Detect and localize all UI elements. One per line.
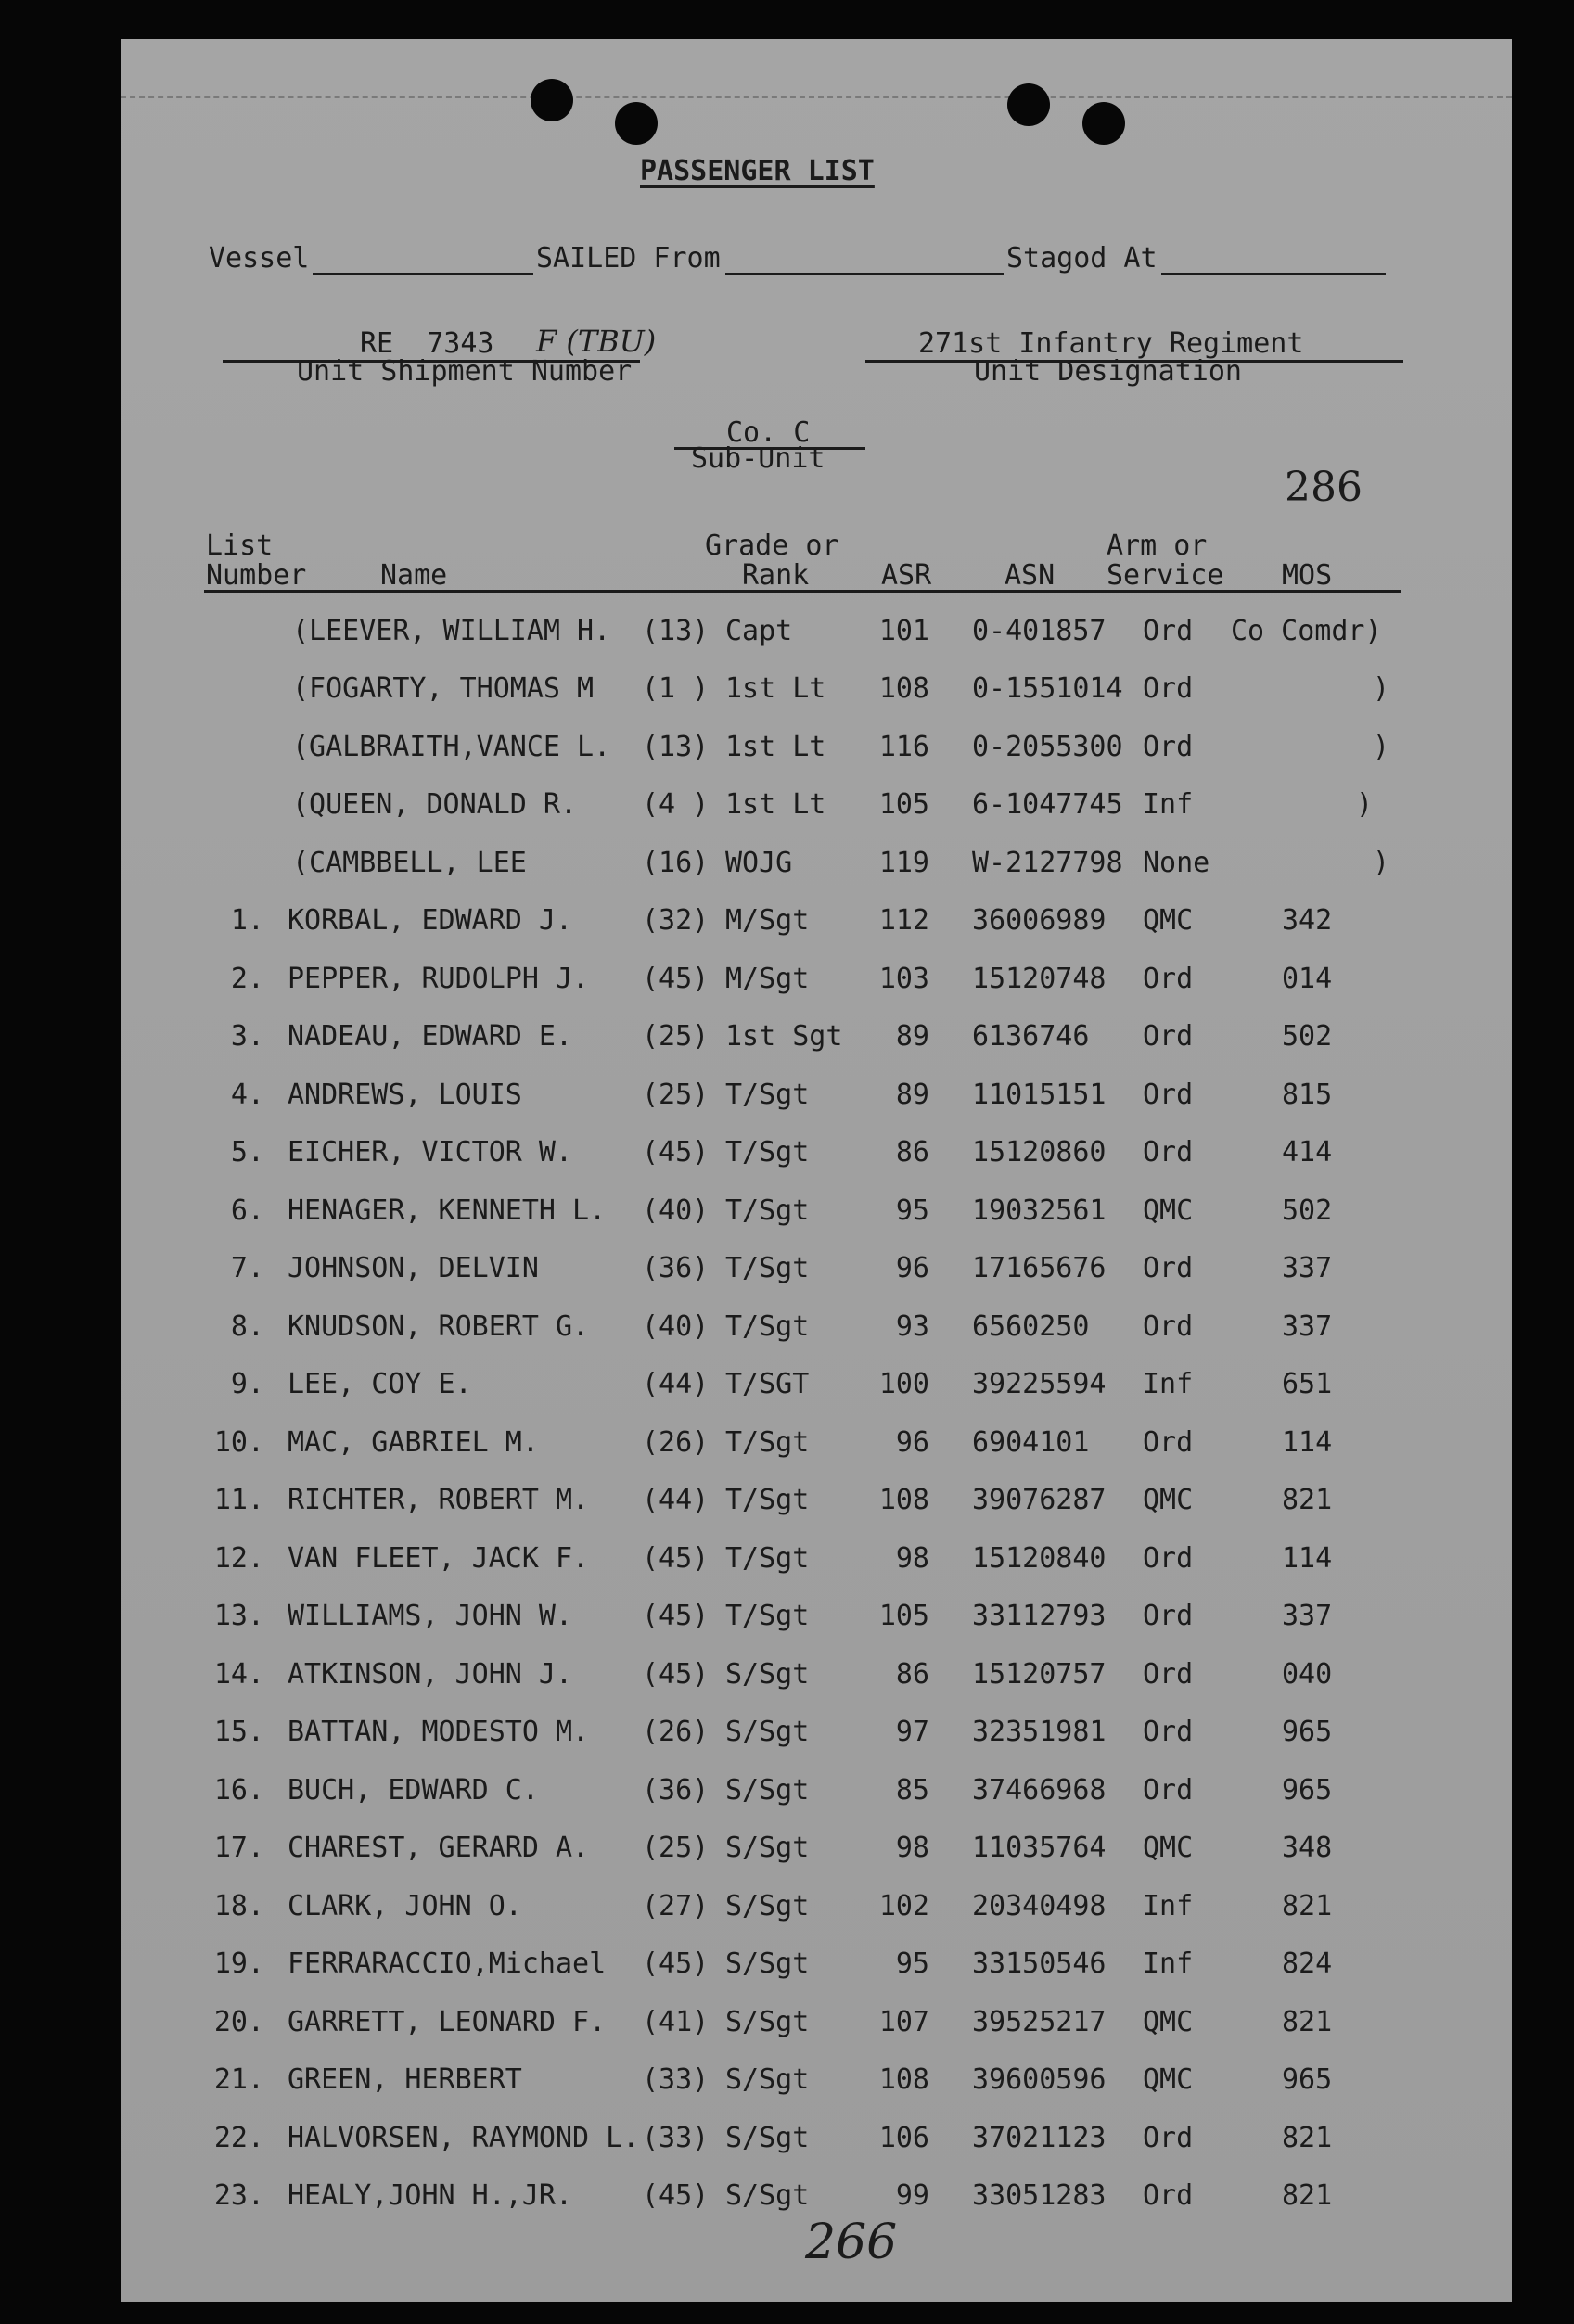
- cell-asr: 102: [878, 1889, 929, 1922]
- cell-mos: 824: [1282, 1947, 1333, 1980]
- cell-arm: Ord: [1143, 1020, 1194, 1053]
- cell-name: CHAREST, GERARD A.: [288, 1832, 590, 1864]
- cell-code: (40): [642, 1194, 710, 1227]
- cell-mos: 502: [1282, 1194, 1333, 1227]
- table-row: [121, 2005, 1512, 2046]
- col-grade-line1: Grade or: [705, 530, 839, 562]
- cell-name: BATTAN, MODESTO M.: [288, 1716, 590, 1748]
- cell-arm: Inf: [1143, 788, 1194, 822]
- cell-rank: T/SGT: [725, 1368, 810, 1400]
- cell-rank: T/Sgt: [725, 1600, 810, 1632]
- cell-asn: 20340498: [972, 1889, 1107, 1922]
- cell-asn: 39225594: [972, 1368, 1107, 1400]
- cell-code: (25): [642, 1078, 710, 1111]
- cell-mos: 114: [1282, 1541, 1333, 1575]
- cell-mos: 815: [1282, 1078, 1333, 1111]
- cell-asr: 98: [895, 1541, 929, 1575]
- cell-num: 15.: [213, 1716, 264, 1748]
- cell-num: 16.: [213, 1773, 264, 1807]
- cell-name: BUCH, EDWARD C.: [288, 1773, 539, 1807]
- cell-code: (41): [642, 2005, 710, 2038]
- cell-asr: 96: [895, 1252, 929, 1284]
- cell-asr: 86: [895, 1657, 929, 1691]
- cell-arm: Ord: [1143, 2121, 1194, 2154]
- perforation-line: [121, 96, 1512, 98]
- cell-num: 2.: [230, 962, 264, 995]
- cell-arm: Ord: [1143, 1252, 1194, 1284]
- cell-name: ATKINSON, JOHN J.: [288, 1657, 573, 1691]
- table-row: [121, 1541, 1512, 1582]
- cell-asn: 6-1047745: [972, 788, 1123, 822]
- cell-rank: S/Sgt: [725, 1832, 810, 1864]
- cell-mos: ): [1356, 788, 1374, 822]
- cell-code: (1 ): [642, 672, 710, 706]
- cell-asr: 103: [878, 962, 929, 995]
- cell-num: 21.: [213, 2063, 264, 2096]
- cell-mos: 821: [1282, 2179, 1333, 2212]
- shipment-label: Unit Shipment Number: [297, 355, 633, 388]
- table-row: [121, 1368, 1512, 1408]
- cell-num: 13.: [213, 1600, 264, 1632]
- cell-num: 14.: [213, 1657, 264, 1691]
- col-arm-line1: Arm or: [1107, 530, 1208, 562]
- cell-arm: Ord: [1143, 672, 1194, 706]
- cell-num: 17.: [213, 1832, 264, 1864]
- table-row: [121, 1657, 1512, 1698]
- cell-asn: 6560250: [972, 1309, 1090, 1343]
- cell-name: LEE, COY E.: [288, 1368, 472, 1400]
- cell-rank: 1st Lt: [725, 788, 826, 822]
- cell-mos: 342: [1282, 904, 1333, 937]
- cell-arm: Ord: [1143, 962, 1194, 995]
- table-row: [121, 2121, 1512, 2162]
- col-arm-line2: Service: [1107, 559, 1224, 592]
- col-mos: MOS: [1282, 559, 1333, 592]
- cell-rank: T/Sgt: [725, 1136, 810, 1168]
- cell-rank: S/Sgt: [725, 1947, 810, 1980]
- page-title: PASSENGER LIST: [640, 155, 875, 187]
- cell-asn: 17165676: [972, 1252, 1107, 1284]
- cell-asn: 19032561: [972, 1194, 1107, 1227]
- cell-arm: Ord: [1143, 1309, 1194, 1343]
- cell-num: 19.: [213, 1947, 264, 1980]
- officer-row: [121, 788, 1512, 828]
- cell-name: HENAGER, KENNETH L.: [288, 1194, 607, 1227]
- shipment-handwritten-note: F (TBU): [536, 324, 657, 359]
- cell-asn: 0-401857: [972, 615, 1107, 647]
- staged-blank: [1161, 273, 1386, 275]
- cell-mos: Co Comdr): [1231, 615, 1382, 647]
- cell-asr: 89: [895, 1078, 929, 1111]
- cell-rank: 1st Sgt: [725, 1020, 843, 1053]
- cell-rank: T/Sgt: [725, 1194, 810, 1227]
- cell-mos: 040: [1282, 1657, 1333, 1691]
- table-row: [121, 1773, 1512, 1814]
- officer-row: [121, 672, 1512, 712]
- cell-mos: 965: [1282, 2063, 1333, 2096]
- sailed-blank: [725, 273, 1004, 275]
- cell-asn: 39525217: [972, 2005, 1107, 2038]
- col-list-line1: List: [206, 530, 274, 562]
- cell-arm: Ord: [1143, 2179, 1194, 2212]
- cell-code: (36): [642, 1773, 710, 1807]
- cell-name: KNUDSON, ROBERT G.: [288, 1309, 590, 1343]
- cell-rank: S/Sgt: [725, 1889, 810, 1922]
- cell-code: (44): [642, 1368, 710, 1400]
- cell-rank: 1st Lt: [725, 730, 826, 763]
- cell-rank: T/Sgt: [725, 1309, 810, 1343]
- cell-rank: S/Sgt: [725, 2005, 810, 2038]
- cell-name: JOHNSON, DELVIN: [288, 1252, 539, 1284]
- cell-asr: 106: [878, 2121, 929, 2154]
- cell-num: 9.: [230, 1368, 264, 1400]
- punch-hole: [531, 79, 573, 121]
- cell-arm: Ord: [1143, 1425, 1194, 1459]
- cell-num: 12.: [213, 1541, 264, 1575]
- punch-hole: [1007, 83, 1050, 126]
- cell-mos: 821: [1282, 2121, 1333, 2154]
- table-row: [121, 1078, 1512, 1118]
- cell-asr: 96: [895, 1425, 929, 1459]
- cell-mos: 348: [1282, 1832, 1333, 1864]
- cell-asr: 108: [878, 1484, 929, 1516]
- cell-code: (26): [642, 1425, 710, 1459]
- handwritten-folio: 266: [805, 2215, 898, 2270]
- cell-arm: QMC: [1143, 1484, 1194, 1516]
- cell-asr: 97: [895, 1716, 929, 1748]
- col-grade-line2: Rank: [742, 559, 810, 592]
- officer-row: [121, 846, 1512, 887]
- table-row: [121, 1718, 1512, 1756]
- cell-asr: 105: [878, 788, 929, 822]
- cell-asr: 101: [878, 615, 929, 647]
- cell-asr: 107: [878, 2005, 929, 2038]
- document-page: [121, 39, 1512, 2302]
- cell-rank: T/Sgt: [725, 1252, 810, 1284]
- cell-code: (40): [642, 1309, 710, 1343]
- cell-mos: 337: [1282, 1252, 1333, 1284]
- cell-name: (GALBRAITH,VANCE L.: [292, 730, 611, 763]
- cell-arm: Ord: [1143, 1136, 1194, 1168]
- cell-asn: 11035764: [972, 1832, 1107, 1864]
- table-row: [121, 1947, 1512, 1987]
- cell-asr: 112: [878, 904, 929, 937]
- cell-asn: 33051283: [972, 2179, 1107, 2212]
- cell-mos: 337: [1282, 1600, 1333, 1632]
- cell-asr: 100: [878, 1368, 929, 1400]
- cell-name: VAN FLEET, JACK F.: [288, 1541, 590, 1575]
- cell-num: 11.: [213, 1484, 264, 1516]
- cell-num: 7.: [230, 1252, 264, 1284]
- cell-rank: S/Sgt: [725, 2063, 810, 2096]
- cell-arm: QMC: [1143, 1832, 1194, 1864]
- cell-asn: 39076287: [972, 1484, 1107, 1516]
- cell-mos: 965: [1282, 1716, 1333, 1748]
- cell-rank: T/Sgt: [725, 1541, 810, 1575]
- cell-num: 6.: [230, 1194, 264, 1227]
- cell-num: 22.: [213, 2121, 264, 2154]
- cell-num: 20.: [213, 2005, 264, 2038]
- cell-arm: Ord: [1143, 1078, 1194, 1111]
- cell-asn: 11015151: [972, 1078, 1107, 1111]
- header-rule: [204, 590, 1401, 593]
- cell-name: GREEN, HERBERT: [288, 2063, 522, 2096]
- cell-rank: M/Sgt: [725, 904, 810, 937]
- punch-hole: [1082, 102, 1125, 145]
- cell-asr: 105: [878, 1600, 929, 1632]
- cell-arm: Ord: [1143, 1657, 1194, 1691]
- cell-asn: 32351981: [972, 1716, 1107, 1748]
- cell-name: WILLIAMS, JOHN W.: [288, 1600, 573, 1632]
- cell-arm: Inf: [1143, 1889, 1194, 1922]
- cell-asn: 15120757: [972, 1657, 1107, 1691]
- cell-mos: ): [1373, 730, 1390, 763]
- cell-arm: QMC: [1143, 2005, 1194, 2038]
- page-number: 286: [1285, 464, 1363, 511]
- cell-code: (32): [642, 904, 710, 937]
- cell-num: 5.: [230, 1136, 264, 1168]
- cell-name: (QUEEN, DONALD R.: [292, 788, 578, 822]
- cell-code: (45): [642, 2179, 710, 2212]
- cell-asr: 86: [895, 1136, 929, 1168]
- cell-mos: 821: [1282, 1889, 1333, 1922]
- cell-rank: T/Sgt: [725, 1078, 810, 1111]
- cell-code: (45): [642, 962, 710, 995]
- cell-name: FERRARACCIO,Michael: [288, 1947, 607, 1980]
- cell-arm: Ord: [1143, 730, 1194, 763]
- cell-arm: QMC: [1143, 1194, 1194, 1227]
- cell-mos: 337: [1282, 1309, 1333, 1343]
- cell-name: KORBAL, EDWARD J.: [288, 904, 573, 937]
- cell-code: (45): [642, 1657, 710, 1691]
- cell-name: MAC, GABRIEL M.: [288, 1425, 539, 1459]
- cell-rank: S/Sgt: [725, 2179, 810, 2212]
- cell-mos: 502: [1282, 1020, 1333, 1053]
- cell-name: ANDREWS, LOUIS: [288, 1078, 522, 1111]
- cell-asn: 33112793: [972, 1600, 1107, 1632]
- cell-code: (13): [642, 615, 710, 647]
- cell-asn: 6136746: [972, 1020, 1090, 1053]
- cell-arm: QMC: [1143, 2063, 1194, 2096]
- cell-asr: 98: [895, 1832, 929, 1864]
- cell-num: 3.: [230, 1020, 264, 1053]
- cell-mos: 965: [1282, 1773, 1333, 1807]
- table-row: [121, 1600, 1512, 1640]
- cell-rank: S/Sgt: [725, 2121, 810, 2154]
- cell-rank: T/Sgt: [725, 1425, 810, 1459]
- cell-name: RICHTER, ROBERT M.: [288, 1484, 590, 1516]
- cell-mos: 821: [1282, 2005, 1333, 2038]
- cell-code: (33): [642, 2121, 710, 2154]
- table-row: [121, 2179, 1512, 2219]
- table-row: [121, 2063, 1512, 2103]
- cell-mos: 821: [1282, 1484, 1333, 1516]
- cell-arm: Ord: [1143, 1600, 1194, 1632]
- cell-mos: ): [1373, 846, 1390, 879]
- cell-code: (25): [642, 1832, 710, 1864]
- cell-code: (45): [642, 1947, 710, 1980]
- table-row: [121, 1194, 1512, 1234]
- cell-name: (FOGARTY, THOMAS M: [292, 672, 595, 706]
- subunit-value: Co. C: [726, 416, 811, 449]
- cell-asn: W-2127798: [972, 846, 1123, 879]
- cell-name: PEPPER, RUDOLPH J.: [288, 962, 590, 995]
- vessel-blank: [313, 273, 533, 275]
- cell-rank: S/Sgt: [725, 1716, 810, 1748]
- cell-num: 8.: [230, 1309, 264, 1343]
- cell-num: 4.: [230, 1078, 264, 1111]
- cell-name: NADEAU, EDWARD E.: [288, 1020, 573, 1053]
- cell-asr: 99: [895, 2179, 929, 2212]
- cell-code: (45): [642, 1600, 710, 1632]
- officer-row: [121, 730, 1512, 771]
- cell-asr: 93: [895, 1309, 929, 1343]
- col-list-line2: Number: [206, 559, 307, 592]
- table-row: [121, 962, 1512, 1002]
- cell-code: (16): [642, 846, 710, 879]
- table-row: [121, 1484, 1512, 1524]
- cell-mos: 014: [1282, 962, 1333, 995]
- cell-code: (33): [642, 2063, 710, 2096]
- cell-arm: Ord: [1143, 615, 1194, 647]
- cell-rank: WOJG: [725, 846, 793, 879]
- cell-name: EICHER, VICTOR W.: [288, 1136, 573, 1168]
- cell-arm: Ord: [1143, 1541, 1194, 1575]
- punch-hole: [615, 102, 658, 145]
- cell-asn: 37466968: [972, 1773, 1107, 1807]
- cell-asn: 0-1551014: [972, 672, 1123, 706]
- staged-label: Stagod At: [1006, 242, 1158, 275]
- cell-rank: 1st Lt: [725, 672, 826, 706]
- cell-mos: 414: [1282, 1136, 1333, 1168]
- cell-arm: Inf: [1143, 1368, 1194, 1400]
- cell-num: 1.: [230, 904, 264, 937]
- cell-name: GARRETT, LEONARD F.: [288, 2005, 607, 2038]
- cell-code: (45): [642, 1541, 710, 1575]
- table-row: [121, 1252, 1512, 1292]
- cell-code: (27): [642, 1889, 710, 1922]
- table-row: [121, 1020, 1512, 1060]
- cell-num: 10.: [213, 1425, 264, 1459]
- vessel-label: Vessel: [209, 242, 310, 275]
- cell-code: (25): [642, 1020, 710, 1053]
- cell-asn: 15120840: [972, 1541, 1107, 1575]
- cell-asr: 108: [878, 2063, 929, 2096]
- cell-asn: 15120860: [972, 1136, 1107, 1168]
- unit-label: Unit Designation: [974, 355, 1242, 388]
- cell-mos: 114: [1282, 1425, 1333, 1459]
- cell-asn: 6904101: [972, 1425, 1090, 1459]
- table-row: [121, 904, 1512, 944]
- cell-rank: S/Sgt: [725, 1657, 810, 1691]
- cell-asn: 39600596: [972, 2063, 1107, 2096]
- sailed-label: SAILED From: [536, 242, 721, 275]
- col-asn: ASN: [1005, 559, 1056, 592]
- cell-asr: 119: [878, 846, 929, 879]
- cell-name: (LEEVER, WILLIAM H.: [292, 615, 611, 647]
- cell-rank: Capt: [725, 615, 793, 647]
- cell-name: HEALY,JOHN H.,JR.: [288, 2179, 573, 2212]
- cell-asn: 15120748: [972, 962, 1107, 995]
- cell-rank: S/Sgt: [725, 1773, 810, 1807]
- shipment-number: RE 7343: [360, 327, 494, 360]
- cell-code: (13): [642, 730, 710, 763]
- cell-asn: 36006989: [972, 904, 1107, 937]
- table-row: [121, 1889, 1512, 1930]
- table-row: [121, 1834, 1512, 1871]
- cell-asr: 95: [895, 1947, 929, 1980]
- cell-asr: 89: [895, 1020, 929, 1053]
- cell-asn: 37021123: [972, 2121, 1107, 2154]
- cell-asr: 95: [895, 1194, 929, 1227]
- cell-asr: 116: [878, 730, 929, 763]
- cell-code: (45): [642, 1136, 710, 1168]
- cell-arm: Ord: [1143, 1773, 1194, 1807]
- cell-code: (44): [642, 1484, 710, 1516]
- cell-arm: QMC: [1143, 904, 1194, 937]
- cell-code: (4 ): [642, 788, 710, 822]
- cell-code: (26): [642, 1716, 710, 1748]
- cell-num: 18.: [213, 1889, 264, 1922]
- cell-name: CLARK, JOHN O.: [288, 1889, 522, 1922]
- unit-designation: 271st Infantry Regiment: [918, 327, 1304, 360]
- table-row: [121, 1136, 1512, 1176]
- cell-name: HALVORSEN, RAYMOND L.: [288, 2121, 640, 2154]
- table-row: [121, 1425, 1512, 1466]
- cell-asn: 0-2055300: [972, 730, 1123, 763]
- cell-asr: 108: [878, 672, 929, 706]
- cell-arm: None: [1143, 846, 1210, 879]
- cell-rank: T/Sgt: [725, 1484, 810, 1516]
- table-row: [121, 1309, 1512, 1350]
- col-asr: ASR: [881, 559, 932, 592]
- cell-name: (CAMBBELL, LEE: [292, 846, 527, 879]
- cell-mos: ): [1373, 672, 1390, 706]
- cell-asn: 33150546: [972, 1947, 1107, 1980]
- cell-num: 23.: [213, 2179, 264, 2212]
- cell-code: (36): [642, 1252, 710, 1284]
- subunit-label: Sub-Unit: [691, 442, 825, 475]
- cell-mos: 651: [1282, 1368, 1333, 1400]
- cell-arm: Ord: [1143, 1716, 1194, 1748]
- cell-asr: 85: [895, 1773, 929, 1807]
- officer-row: [121, 615, 1512, 655]
- col-name: Name: [380, 559, 448, 592]
- cell-rank: M/Sgt: [725, 962, 810, 995]
- cell-arm: Inf: [1143, 1947, 1194, 1980]
